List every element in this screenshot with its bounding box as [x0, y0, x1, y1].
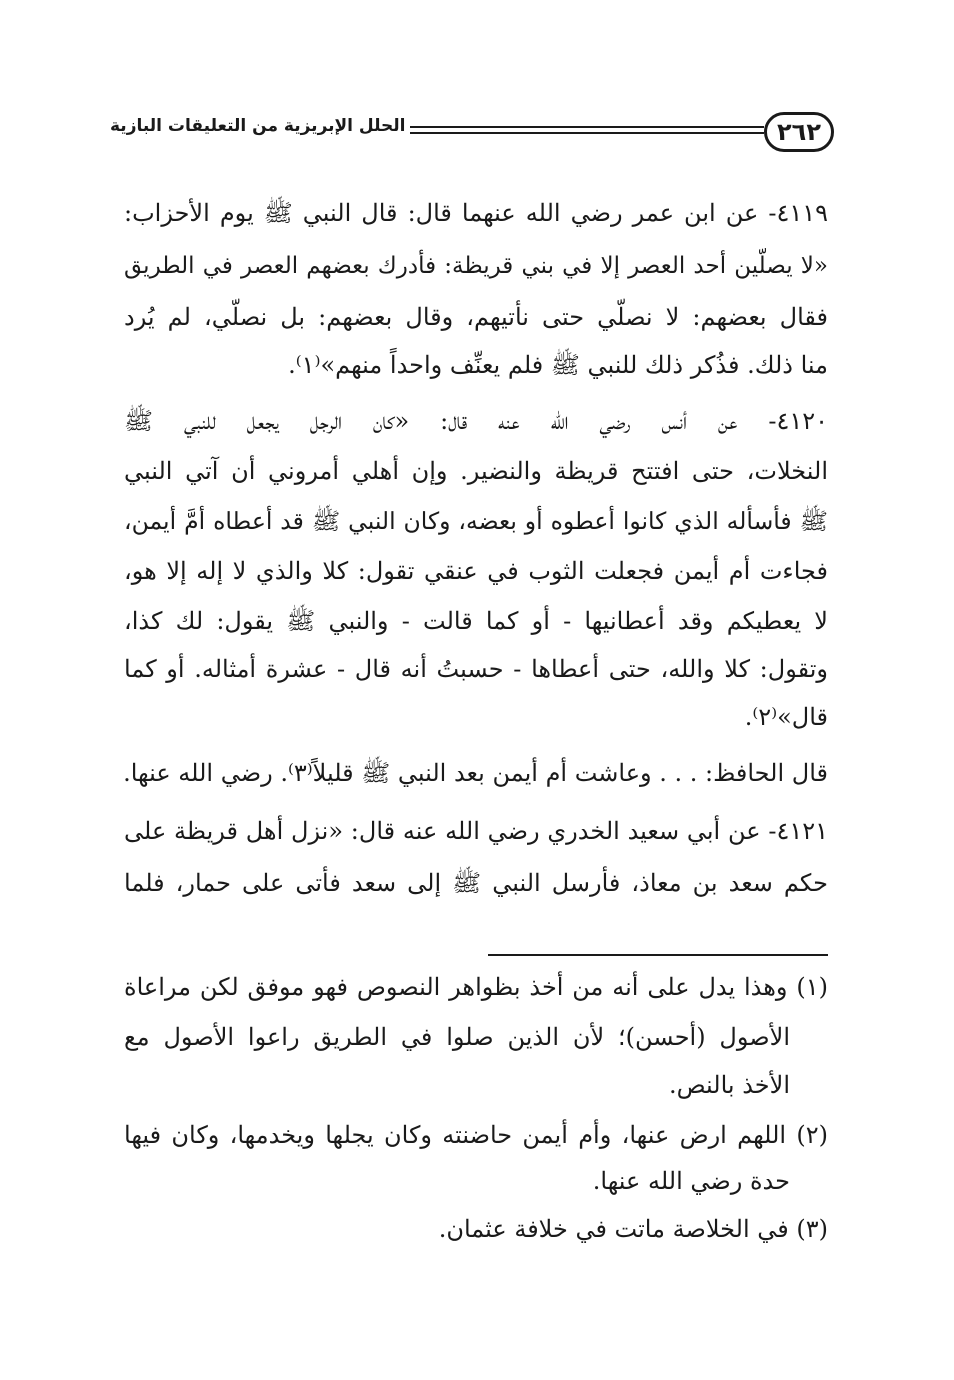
footnote-line: (٢) اللهم ارض عنها، وأم أيمن حاضنته وكان يجلها ويخدمها، وكان فيها [124, 1121, 828, 1149]
text-line: النخلات، حتى افتتح قريظة والنضير. وإن أهلي أمروني أن آتي النبي [124, 457, 828, 485]
page-number: ٢٦٢ [764, 112, 834, 152]
header-rule [410, 126, 764, 134]
text-line: ٤١٢٠- عن أنس رضي الله عنه قال: «كان الرجل يجعل للنبي ﷺ [124, 407, 828, 435]
text-line: لا يعطيكم وقد أعطانيها - أو كما قالت - والنبي ﷺ يقول: لك كذا، [124, 607, 828, 635]
text-line: وتقول: كلا والله، حتى أعطاها - حسبتُ أنه قال - عشرة أمثاله. أو كما [124, 655, 829, 683]
text-line: منا ذلك. فذُكر ذلك للنبي ﷺ فلم يعنِّف واحداً منهم»⁽١⁾. [288, 351, 828, 379]
footnote-line: الأصول (أحسن)؛ لأن الذين صلوا في الطريق راعوا الأصول مع [124, 1023, 790, 1051]
text-line: «لا يصلّين أحد العصر إلا في بني قريظة: فأدرك بعضهم العصر في الطريق [124, 253, 828, 279]
text-line: قال الحافظ: . . . وعاشت أم أيمن بعد النبي ﷺ قليلاً⁽٣⁾. رضي الله عنها. [123, 759, 828, 787]
text-line: ٤١١٩- عن ابن عمر رضي الله عنهما قال: قال النبي ﷺ يوم الأحزاب: [124, 199, 828, 227]
text-line: ﷺ فأسأله الذي كانوا أعطوه أو بعضه، وكان النبي ﷺ قد أعطاه أمَّ أيمن، [124, 507, 828, 535]
footnote-line: الأخذ بالنص. [669, 1071, 790, 1099]
text-line: فقال بعضهم: لا نصلّي حتى نأتيهم، وقال بعضهم: بل نصلّي، لم يُرد [124, 303, 828, 331]
book-title: الحلل الإبريزية من التعليقات البازية [110, 116, 406, 136]
page-header [110, 112, 834, 158]
footnote-line: حدة رضي الله عنها. [592, 1167, 790, 1195]
text-line: قال»⁽٢⁾. [744, 703, 828, 731]
text-line: حكم سعد بن معاذ، فأرسل النبي ﷺ إلى سعد فأتى على حمار، فلما [124, 869, 828, 897]
text-line: فجاءت أم أيمن فجعلت الثوب في عنقي تقول: كلا والذي لا إله إلا هو، [124, 557, 828, 585]
footnote-line: (٣) في الخلاصة ماتت في خلافة عثمان. [438, 1215, 828, 1243]
footnote-line: (١) وهذا يدل على أنه من أخذ بظواهر النصوص فهو موفق لكن مراعاة [124, 973, 828, 1001]
footnote-separator [488, 954, 828, 956]
text-line: ٤١٢١- عن أبي سعيد الخدري رضي الله عنه قال: «نزل أهل قريظة على [124, 817, 828, 845]
